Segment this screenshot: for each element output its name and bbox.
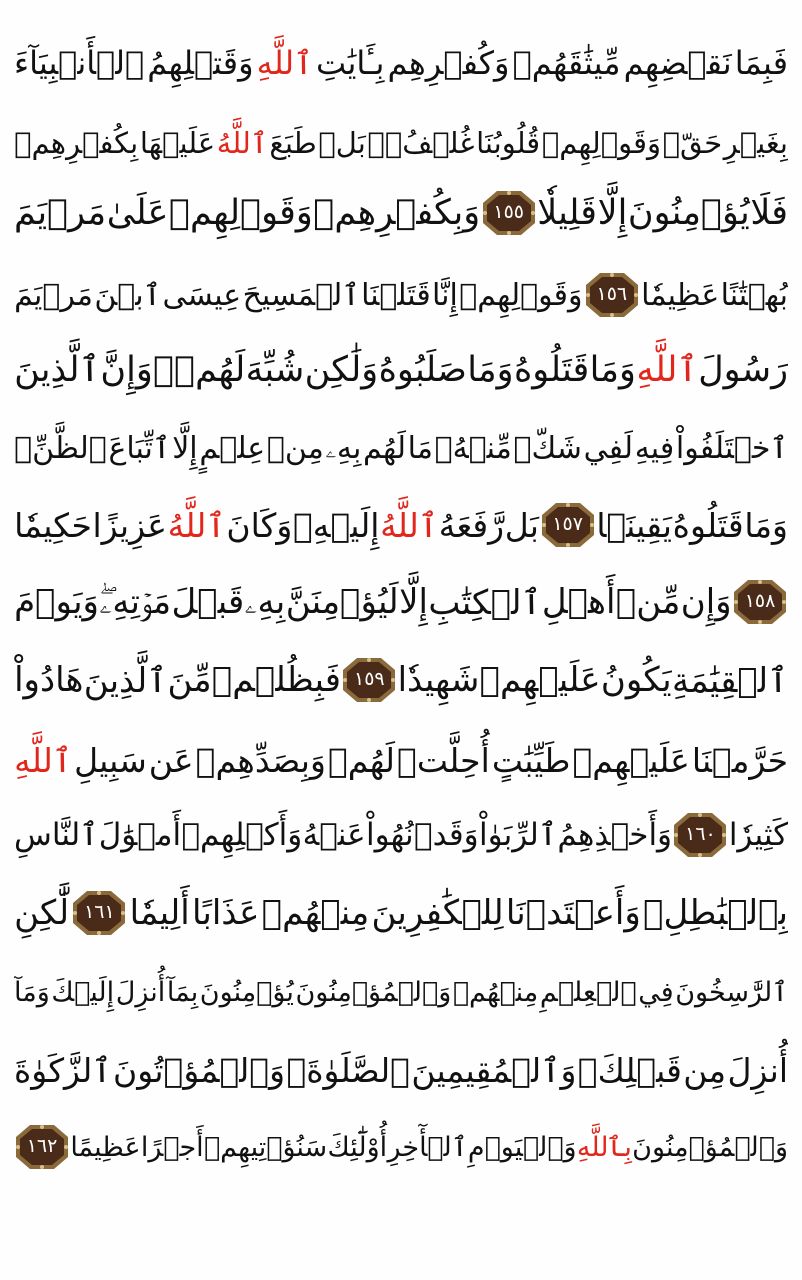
ornament-dot <box>40 1165 44 1169</box>
text-line <box>14 1112 788 1182</box>
divine-name-word: ٱللَّهِ <box>636 350 698 390</box>
verse-word: قَبۡلَ <box>171 582 245 622</box>
verse-word: حَكِيمٗا <box>14 505 92 545</box>
verse-word: أُحِلَّتۡ <box>397 740 490 780</box>
ornament-dot <box>367 658 371 662</box>
verse-word: إِلَّا <box>597 193 628 233</box>
ayah-number: ١٥٥ <box>493 201 524 223</box>
verse-word: ٱخۡتَلَفُواْ <box>675 430 788 466</box>
verse-word: ٱلنَّاسِ <box>14 817 99 853</box>
verse-word: مِّنۡهُۚ <box>434 430 512 466</box>
verse-word: ٱلَّذِينَ <box>83 660 168 701</box>
ornament-dot <box>507 231 511 235</box>
text-line <box>14 490 788 560</box>
verse-word: وَكَانَ <box>226 505 293 545</box>
verse-word: فَلَا <box>750 193 788 233</box>
verse-word: حَقّٖ <box>662 126 723 160</box>
verse-word: لَهُم <box>363 430 406 466</box>
verse-word: ٱلۡأَنۢبِيَآءَ <box>14 44 145 82</box>
ayah-number-marker <box>71 889 127 937</box>
verse-word: عَنۡهُ <box>302 817 366 853</box>
verse-word: ٱلصَّلَوٰةَۚ <box>286 1050 410 1090</box>
text-line <box>14 28 788 98</box>
verse-word: إِلَّا <box>172 430 198 466</box>
verse-word: وَقَتۡلِهِمُ <box>147 44 254 82</box>
verse-word: عَظِيمٗا <box>641 277 720 313</box>
ayah-number-marker <box>481 189 537 237</box>
ornament-dot <box>40 1125 44 1129</box>
verse-word: وَإِن <box>680 582 732 622</box>
verse-word: لَّٰكِنِ <box>14 893 70 933</box>
verse-word: أَجۡرًا <box>140 1131 204 1163</box>
verse-word: وَيَوۡمَ <box>14 582 99 622</box>
verse-word: ٱتِّبَاعَ <box>108 430 171 466</box>
verse-word: وَأَعۡتَدۡنَا <box>505 893 641 933</box>
verse-word: كَثِيرٗا <box>728 817 788 853</box>
verse-word: طَيِّبَٰتٍ <box>491 740 571 780</box>
text-line <box>14 645 788 715</box>
verse-word: عِيسَى <box>162 277 242 313</box>
verse-word: فَبِظُلۡمٖ <box>211 660 341 700</box>
verse-word: أُنزِلَ <box>115 976 166 1008</box>
verse-word: إِلَيۡكَ <box>51 976 115 1008</box>
text-line <box>14 108 788 178</box>
verse-word: فِيهِ <box>634 430 675 466</box>
verse-word: وَقَوۡلِهِمۡ <box>459 277 583 313</box>
verse-word: بُهۡتَٰنًا <box>720 277 788 313</box>
text-line <box>14 335 788 405</box>
divine-name-word: ٱللَّهِ <box>256 44 313 82</box>
verse-word: وَأَخۡذِهِمُ <box>557 817 673 853</box>
verse-word: ٱلرَّٰسِخُونَ <box>675 976 788 1008</box>
ayah-number-marker <box>584 271 640 319</box>
verse-word: أُوْلَٰٓئِكَ <box>327 1131 388 1163</box>
verse-word: وَإِنَّ <box>100 350 153 390</box>
verse-word: قَتَلُوهُ <box>513 350 590 390</box>
verse-word: ٱلظَّنِّۚ <box>14 430 107 466</box>
verse-word: وَكُفۡرِهِم <box>387 44 510 82</box>
verse-word: وَٱلۡمُقِيمِينَ <box>411 1050 577 1090</box>
verse-word: وَمَا <box>467 350 514 390</box>
verse-word: غُلۡفُۢۚ <box>367 126 475 160</box>
text-line <box>14 413 788 483</box>
ornament-dot <box>507 191 511 195</box>
verse-word: عَن <box>148 740 194 780</box>
verse-word: وَقَدۡ <box>413 817 479 853</box>
verse-word: ٱلَّذِينَ <box>14 350 101 390</box>
divine-name-word: بِٱللَّهِ <box>576 1131 632 1163</box>
verse-word: هَادُواْ <box>14 660 84 700</box>
verse-word: يَقِينَۢا <box>596 505 672 545</box>
ornament-dot <box>566 503 570 507</box>
text-line <box>14 1035 788 1105</box>
verse-word: بَل <box>504 505 539 545</box>
ornament-dot <box>97 931 101 935</box>
verse-word: أُنزِلَ <box>727 1050 788 1090</box>
verse-word: مِن <box>683 1050 727 1090</box>
text-line <box>14 567 788 637</box>
verse-word: ٱلرِّبَوٰاْ <box>479 817 558 853</box>
verse-word: بِـَٔايَٰتِ <box>316 44 385 82</box>
verse-word: عَزِيزًا <box>92 505 167 545</box>
verse-word: لَهُمۡۚ <box>153 350 246 390</box>
verse-word: حَرَّمۡنَا <box>691 740 788 780</box>
verse-word: ٱلۡمَسِيحَ <box>242 277 360 313</box>
verse-word: ٱلزَّكَوٰةَ <box>14 1050 112 1090</box>
verse-word: وَمَآ <box>14 976 50 1008</box>
verse-word: يَكُونُ <box>600 660 672 700</box>
verse-word: وَٱلۡمُؤۡمِنُونَ <box>632 1131 788 1163</box>
verse-word: سَنُؤۡتِيهِمۡ <box>203 1131 328 1163</box>
verse-word: وَلَٰكِن <box>304 350 379 390</box>
verse-word: قَلِيلٗا <box>537 193 598 233</box>
verse-word: نُهُواْ <box>366 817 414 853</box>
ayah-number-marker <box>672 811 728 859</box>
verse-word: وَٱلۡيَوۡمِ <box>467 1131 577 1163</box>
ornament-dot <box>97 891 101 895</box>
verse-word: قُلُوبُنَا <box>476 126 541 160</box>
verse-word: أَلِيمٗا <box>129 893 190 933</box>
verse-word: ٱلۡأٓخِرِ <box>387 1131 468 1163</box>
ayah-number: ١٦٢ <box>26 1135 58 1157</box>
text-line <box>14 878 788 948</box>
verse-word: لَهُمۡ <box>327 740 395 780</box>
verse-word: إِلَّا <box>399 582 428 622</box>
verse-word: شَهِيدٗا <box>397 660 480 700</box>
verse-word: عَلَيۡهَا <box>139 126 216 160</box>
ayah-number-marker <box>540 501 596 549</box>
text-line <box>14 260 788 330</box>
verse-word: وَقَوۡلِهِمۡ <box>168 193 313 233</box>
verse-word: أَمۡوَٰلَ <box>98 817 182 853</box>
ayah-number: ١٥٩ <box>353 668 385 690</box>
text-line <box>14 800 788 870</box>
ornament-dot <box>698 813 702 817</box>
divine-name-word: ٱللَّهُ <box>167 505 226 545</box>
ayah-number: ١٥٧ <box>552 513 583 535</box>
verse-word: يُؤۡمِنُونَ <box>199 976 294 1008</box>
verse-word: ٱلۡعِلۡمِ <box>539 976 637 1008</box>
ayah-number-marker <box>14 1123 70 1171</box>
text-line <box>14 178 788 248</box>
divine-name-word: ٱللَّهُ <box>216 126 268 160</box>
verse-word: مِنۡهُمۡ <box>261 893 370 933</box>
ayah-number: ١٦١ <box>84 901 115 923</box>
verse-word: عَلَيۡهِمۡ <box>572 740 690 780</box>
verse-word: نَقۡضِهِم <box>623 44 732 82</box>
ornament-dot <box>758 580 762 584</box>
verse-word: طَبَعَ <box>269 126 317 160</box>
verse-word: مِّيثَٰقَهُمۡ <box>512 44 621 82</box>
verse-word: بِمَآ <box>166 976 199 1008</box>
ayah-number: ١٥٦ <box>596 283 628 305</box>
verse-word: بِهِۦ <box>244 582 286 622</box>
verse-word: ٱلۡكِتَٰبِ <box>428 582 542 623</box>
verse-word: وَقَوۡلِهِمۡ <box>541 126 661 160</box>
ornament-dot <box>698 853 702 857</box>
verse-word: عَلَىٰ <box>106 193 169 233</box>
ornament-dot <box>367 698 371 702</box>
verse-word: وَمَا <box>589 350 636 390</box>
verse-word: مِنۡهُمۡ <box>452 976 539 1008</box>
verse-word: مِّنۡ <box>615 582 681 622</box>
verse-word: فَبِمَا <box>734 44 788 82</box>
divine-name-word: ٱللَّهُ <box>380 505 439 545</box>
divine-name-word: ٱللَّهِ <box>14 740 73 780</box>
verse-word: قَتَلۡنَا <box>361 277 431 313</box>
verse-word: عَذَابًا <box>192 893 260 933</box>
text-line <box>14 957 788 1027</box>
verse-word: مَرۡيَمَ <box>14 193 107 233</box>
verse-word: إِلَيۡهِۚ <box>292 505 380 545</box>
verse-word: رَّفَعَهُ <box>438 505 505 545</box>
verse-word: قَبۡلِكَۚ <box>577 1050 682 1090</box>
verse-word: فِي <box>638 976 674 1008</box>
verse-word: بِغَيۡرِ <box>723 126 788 160</box>
verse-word: عَلَيۡهِمۡ <box>479 660 601 700</box>
verse-word: وَمَا <box>744 505 788 545</box>
verse-word: لَفِي <box>583 430 633 466</box>
verse-word: يُؤۡمِنُونَ <box>627 193 750 233</box>
ornament-dot <box>566 543 570 547</box>
verse-word: مَرۡيَمَ <box>14 277 94 313</box>
verse-word: وَأَكۡلِهِمۡ <box>181 817 303 853</box>
verse-word: قَتَلُوهُ <box>672 505 744 545</box>
verse-word: بِكُفۡرِهِمۡ <box>14 126 139 160</box>
verse-word: رَسُولَ <box>698 350 788 390</box>
verse-word: وَٱلۡمُؤۡتُونَ <box>113 1050 286 1090</box>
verse-word: بِٱلۡبَٰطِلِۚ <box>643 893 788 933</box>
verse-word: لَيُؤۡمِنَنَّ <box>285 582 399 622</box>
verse-word: مَوۡتِهِۦۖ <box>99 582 172 622</box>
verse-word: شُبِّهَ <box>245 350 305 390</box>
verse-word: وَبِكُفۡرِهِمۡ <box>313 193 481 233</box>
verse-word: عِلۡمٍ <box>199 430 266 466</box>
ornament-dot <box>610 273 614 277</box>
verse-word: ٱلۡقِيَٰمَةِ <box>671 660 788 701</box>
verse-word: عَظِيمًا <box>70 1131 141 1163</box>
verse-word: مَا <box>407 430 433 466</box>
verse-word: وَبِصَدِّهِمۡ <box>195 740 326 780</box>
verse-word: إِنَّا <box>432 277 458 313</box>
ayah-number-marker <box>341 656 397 704</box>
verse-word: صَلَبُوهُ <box>378 350 467 390</box>
ayah-number-marker <box>732 578 788 626</box>
verse-word: مِّنَ <box>167 660 212 700</box>
verse-word: لِلۡكَٰفِرِينَ <box>371 893 504 933</box>
verse-word: بَلۡ <box>318 126 366 160</box>
verse-word: مِنۡ <box>266 430 324 466</box>
ornament-dot <box>610 313 614 317</box>
verse-word: بِهِۦ <box>325 430 362 466</box>
verse-word: وَٱلۡمُؤۡمِنُونَ <box>295 976 452 1008</box>
verse-word: شَكّٖ <box>513 430 582 466</box>
ornament-dot <box>758 620 762 624</box>
verse-word: سَبِيلِ <box>74 740 147 780</box>
verse-word: ٱبۡنَ <box>94 277 162 313</box>
text-line <box>14 725 788 795</box>
ayah-number: ١٦٠ <box>685 823 716 845</box>
verse-word: أَهۡلِ <box>541 582 616 622</box>
ayah-number: ١٥٨ <box>744 590 776 612</box>
